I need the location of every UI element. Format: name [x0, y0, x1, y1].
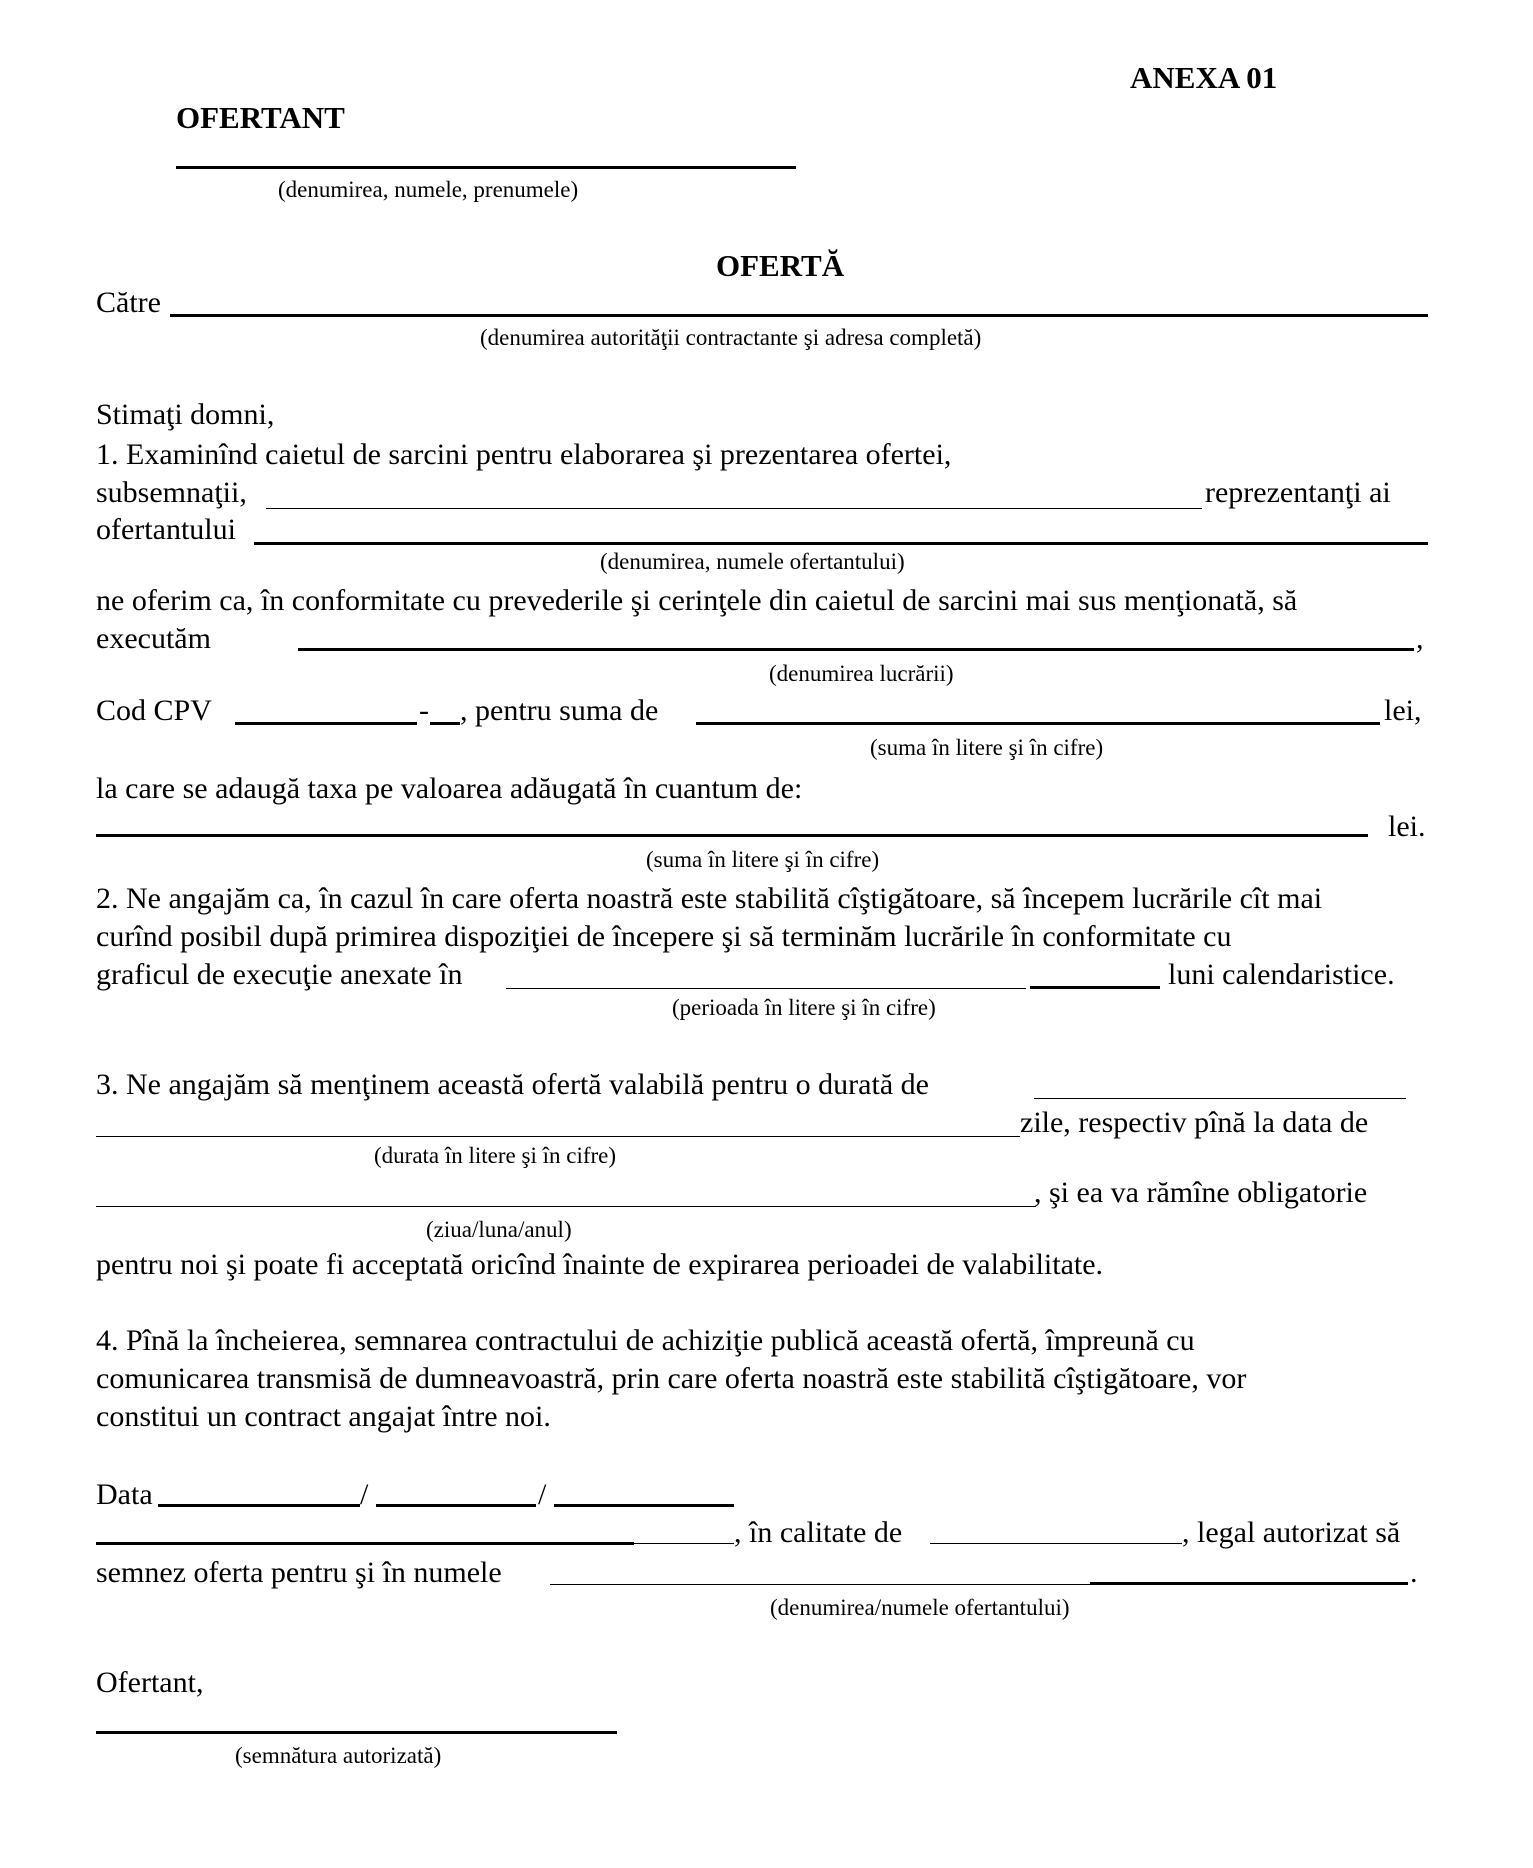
sign-hint: (denumirea/numele ofertantului) — [770, 1595, 1070, 1620]
cpv-check-field[interactable] — [430, 722, 460, 725]
date-year-field[interactable] — [554, 1504, 734, 1507]
validity-date-field[interactable] — [96, 1206, 1036, 1207]
duration-field-b[interactable] — [96, 1136, 1020, 1137]
section1-line4: ne oferim ca, în conformitate cu prevederile şi cerinţele din caietul de sarcini mai sus menţionată, să — [96, 584, 1298, 617]
sum-hint: (suma în litere şi în cifre) — [870, 735, 1104, 760]
bidder-name-field[interactable] — [176, 166, 796, 169]
date-slash-2: / — [538, 1478, 547, 1511]
vat-field[interactable] — [96, 834, 1368, 837]
days-label: zile, respectiv pînă la data de — [1020, 1106, 1369, 1139]
duration-field-a[interactable] — [1034, 1098, 1406, 1099]
section3-final: pentru noi şi poate fi acceptată oricînd înainte de expirarea perioadei de valabilitate. — [96, 1248, 1104, 1281]
binding-label: , şi ea va rămîne obligatorie — [1034, 1176, 1368, 1209]
section3-line1: 3. Ne angajăm să menţinem această ofertă valabilă pentru o durată de — [96, 1068, 929, 1101]
section4-line2: comunicarea transmisă de dumneavoastră, prin care oferta noastră este stabilită cîştigătoare, vor — [96, 1362, 1247, 1395]
signature-hint: (semnătura autorizată) — [235, 1743, 442, 1768]
sign-label: semnez oferta pentru şi în numele — [96, 1556, 502, 1589]
vat-line: la care se adaugă taxa pe valoarea adăugată în cuantum de: — [96, 772, 803, 805]
period-text-field[interactable] — [506, 988, 1026, 989]
date-label: Data — [96, 1478, 153, 1511]
section4-line1: 4. Pînă la încheierea, semnarea contractului de achiziţie publică această ofertă, împreună cu — [96, 1324, 1195, 1357]
cpv-dash: - — [419, 694, 429, 727]
section4-line3: constitui un contract angajat între noi. — [96, 1400, 551, 1433]
date-day-field[interactable] — [158, 1504, 360, 1507]
closing-label: Ofertant, — [96, 1666, 204, 1699]
section2-line2: curînd posibil după primirea dispoziţiei de începere şi să terminăm lucrările în conformitate cu — [96, 920, 1232, 953]
sum-label: , pentru suma de — [460, 694, 659, 727]
annex-number: ANEXA 01 — [1130, 60, 1278, 95]
signature-field[interactable] — [96, 1731, 617, 1734]
bidder-heading: OFERTANT — [176, 100, 345, 135]
section2-line3-label: graficul de execuţie anexate în — [96, 958, 463, 991]
sign-end: . — [1410, 1556, 1418, 1589]
works-field[interactable] — [298, 648, 1414, 651]
section2-line1: 2. Ne angajăm ca, în cazul în care oferta noastră este stabilită cîştigătoare, să începem lucrările cît mai — [96, 882, 1323, 915]
works-hint: (denumirea lucrării) — [769, 661, 954, 686]
date-hint: (ziua/luna/anul) — [426, 1217, 572, 1242]
signer-name-field-ext[interactable] — [634, 1543, 734, 1544]
bidder-field[interactable] — [254, 542, 1428, 545]
undersigned-label: subsemnaţii, — [96, 476, 247, 509]
period-hint: (perioada în litere şi în cifre) — [672, 995, 936, 1020]
period-number-field[interactable] — [1030, 986, 1160, 989]
sign-on-behalf-field-ext[interactable] — [1090, 1582, 1408, 1585]
section1-line1: 1. Examinînd caietul de sarcini pentru elaborarea şi prezentarea ofertei, — [96, 438, 952, 471]
bidder-name-hint: (denumirea, numele, prenumele) — [278, 177, 579, 202]
sum-field[interactable] — [696, 722, 1380, 725]
greeting: Stimaţi domni, — [96, 398, 275, 431]
bidder-hint: (denumirea, numele ofertantului) — [600, 549, 905, 574]
execute-label: executăm — [96, 622, 211, 655]
date-slash-1: / — [360, 1478, 369, 1511]
sign-on-behalf-field[interactable] — [550, 1584, 1090, 1585]
recipient-label: Către — [96, 286, 161, 319]
currency-label-1: lei, — [1384, 694, 1422, 727]
cpv-label: Cod CPV — [96, 694, 212, 727]
page-title: OFERTĂ — [716, 248, 845, 283]
vat-hint: (suma în litere şi în cifre) — [646, 847, 880, 872]
recipient-field[interactable] — [170, 314, 1428, 317]
representatives-label: reprezentanţi ai — [1205, 476, 1391, 509]
bidder-label: ofertantului — [96, 513, 236, 546]
signer-name-field[interactable] — [96, 1542, 634, 1545]
section2-line3-end: luni calendaristice. — [1168, 958, 1395, 991]
undersigned-field[interactable] — [266, 508, 1202, 509]
cpv-code-field[interactable] — [235, 722, 417, 725]
execute-end: , — [1416, 622, 1424, 655]
date-month-field[interactable] — [376, 1504, 536, 1507]
capacity-label: , în calitate de — [734, 1516, 903, 1549]
duration-hint: (durata în litere şi în cifre) — [374, 1143, 617, 1168]
capacity-field[interactable] — [930, 1543, 1182, 1544]
recipient-hint: (denumirea autorităţii contractante şi adresa completă) — [480, 325, 982, 350]
currency-label-2: lei. — [1388, 810, 1426, 843]
authorized-label: , legal autorizat să — [1182, 1516, 1401, 1549]
